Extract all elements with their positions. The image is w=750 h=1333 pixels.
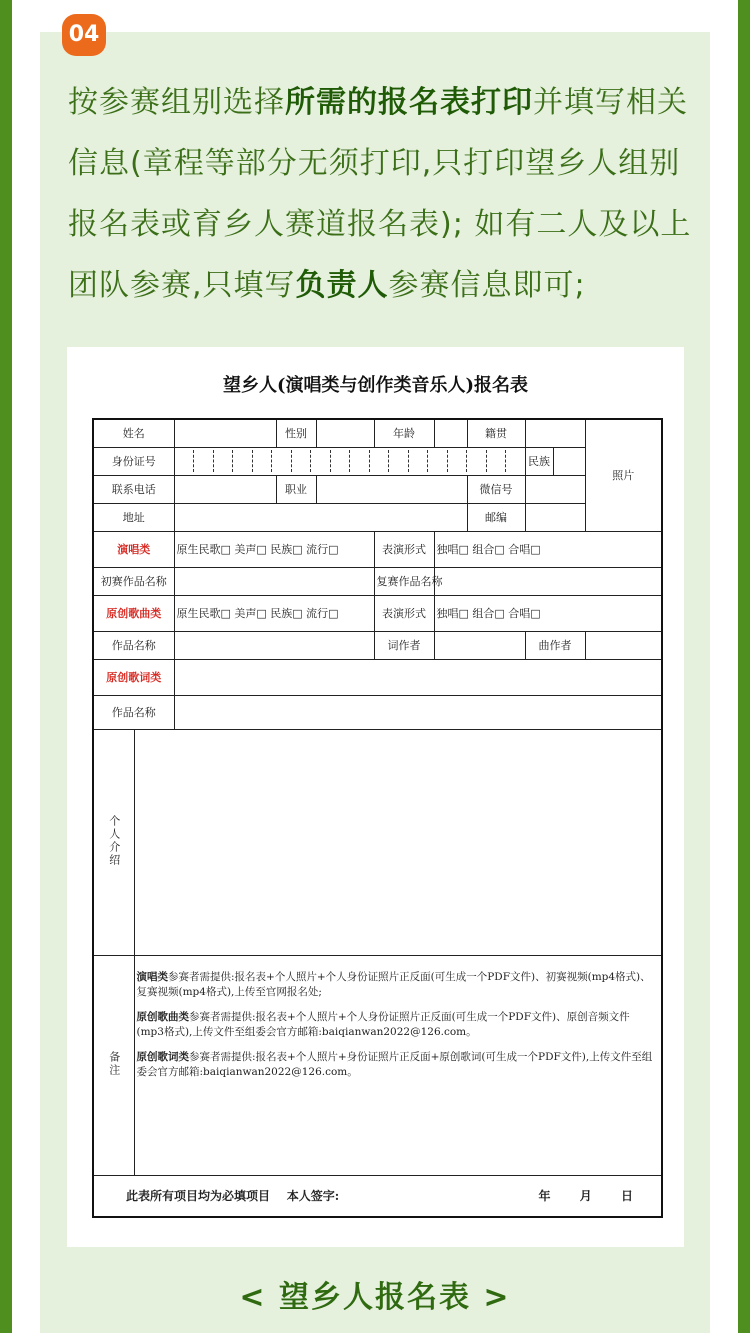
label-composer: 曲作者: [525, 631, 585, 659]
label-name: 姓名: [93, 419, 174, 447]
field-work-name-2: [174, 695, 662, 729]
label-final-work: 复赛作品名称: [374, 567, 434, 595]
form-caption: < 望乡人报名表 >: [239, 1280, 511, 1315]
label-original-lyrics: 原创歌词类: [93, 659, 174, 695]
label-id-number: 身份证号: [93, 447, 174, 475]
singing-style-options: 原生民歌□ 美声□ 民族□ 流行□: [174, 531, 374, 567]
label-address: 地址: [93, 503, 174, 531]
field-origin: [525, 419, 585, 447]
label-personal-intro: 个人介绍: [93, 729, 134, 955]
label-prelim-work: 初赛作品名称: [93, 567, 174, 595]
field-job: [316, 475, 467, 503]
label-lyricist: 词作者: [374, 631, 434, 659]
field-final-work: [434, 567, 662, 595]
footer-day: 日: [621, 1189, 634, 1204]
label-performance-form-2: 表演形式: [374, 595, 434, 631]
label-wechat: 微信号: [467, 475, 525, 503]
form-footer: [93, 1175, 662, 1217]
field-composer: [585, 631, 662, 659]
label-singing-category: 演唱类: [93, 531, 174, 567]
field-id-number: [174, 447, 525, 475]
label-work-name: 作品名称: [93, 631, 174, 659]
field-address: [174, 503, 467, 531]
label-performance-form: 表演形式: [374, 531, 434, 567]
label-origin: 籍贯: [467, 419, 525, 447]
label-gender: 性别: [276, 419, 316, 447]
footer-required-text: 此表所有项目均为必填项目: [126, 1189, 271, 1204]
field-lyricist: [434, 631, 525, 659]
instruction-text: 按参赛组别选择所需的报名表打印并填写相关信息(章程等部分无须打印,只打印望乡人组别报名表或育乡人赛道报名表); 如有二人及以上团队参赛,只填写负责人参赛信息即可;: [68, 85, 692, 303]
label-ethnicity: 民族: [525, 447, 553, 475]
label-phone: 联系电话: [93, 475, 174, 503]
performance-form-options: 独唱□ 组合□ 合唱□: [434, 531, 662, 567]
field-personal-intro: [134, 729, 662, 955]
form-title: 望乡人(演唱类与创作类音乐人)报名表: [222, 375, 529, 396]
registration-table: [92, 418, 663, 1218]
label-original-song: 原创歌曲类: [93, 595, 174, 631]
footer-signature: 本人签字:: [286, 1189, 340, 1204]
field-postcode: [525, 503, 585, 531]
field-age: [434, 419, 467, 447]
photo-cell: 照片: [585, 419, 662, 531]
song-style-options: 原生民歌□ 美声□ 民族□ 流行□: [174, 595, 374, 631]
remarks-text: 演唱类参赛者需提供:报名表+个人照片+个人身份证照片正反面(可生成一个PDF文件)、初赛视频(mp4格式)、复赛视频(mp4格式),上传至官网报名处; 原创歌曲类参赛者需提供:报名表+个人照片+个人身份证照片正反面(可生成一个PDF文件)、原创音频文件(mp3格式),上传文件至组委会官方邮箱:baiqianwan2022@126.com。 原创歌词类参赛者需提供:报名表+个人照片+身份证照片正反面+原创歌词(可生成一个PDF文件),上传文件至组委会官方邮箱:baiqianwan2022@126.com。: [134, 955, 662, 1175]
field-wechat: [525, 475, 585, 503]
label-postcode: 邮编: [467, 503, 525, 531]
footer-month: 月: [579, 1189, 592, 1204]
field-phone: [174, 475, 276, 503]
field-work-name: [174, 631, 374, 659]
label-work-name-2: 作品名称: [93, 695, 174, 729]
field-original-lyrics: [174, 659, 662, 695]
field-prelim-work: [174, 567, 374, 595]
label-age: 年龄: [374, 419, 434, 447]
step-badge: 04: [62, 14, 106, 56]
footer-year: 年: [538, 1189, 551, 1204]
label-remarks: 备注: [93, 955, 134, 1175]
field-gender: [316, 419, 374, 447]
field-ethnicity: [553, 447, 585, 475]
label-job: 职业: [276, 475, 316, 503]
field-name: [174, 419, 276, 447]
registration-form-image: [67, 347, 684, 1247]
performance-form-options-2: 独唱□ 组合□ 合唱□: [434, 595, 662, 631]
